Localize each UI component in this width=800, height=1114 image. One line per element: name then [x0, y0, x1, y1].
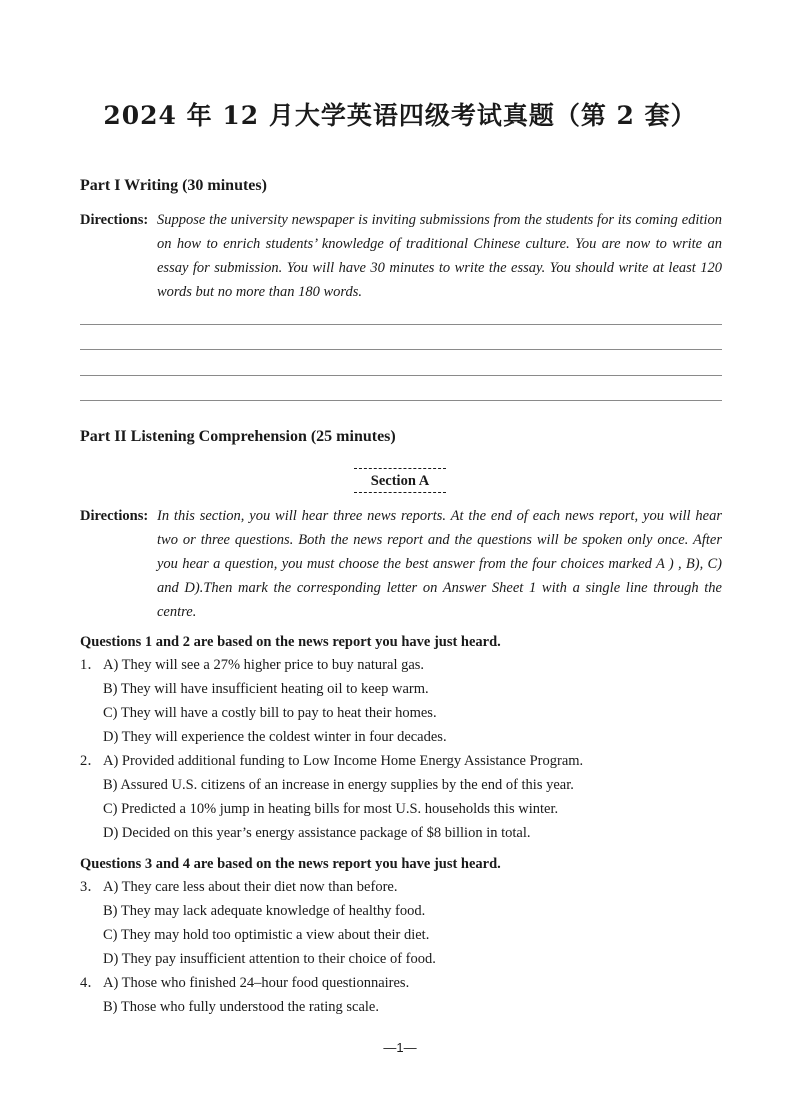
question-4: [80, 971, 740, 1019]
option-c: C) They may hold too optimistic a view about their diet.: [103, 927, 430, 943]
question-number: 2．: [80, 753, 102, 769]
option-d: D) They pay insufficient attention to their choice of food.: [103, 951, 436, 967]
page-number: —1—: [383, 1040, 417, 1055]
option-b: B) They will have insufficient heating oil to keep warm.: [103, 681, 429, 697]
option-a: A) Provided additional funding to Low Income Home Energy Assistance Program.: [103, 753, 584, 769]
option-b: B) Assured U.S. citizens of an increase in energy supplies by the end of this year.: [103, 777, 574, 793]
option-a: A) They care less about their diet now than before.: [103, 879, 398, 895]
question-2: [80, 749, 740, 845]
question-number: 4．: [80, 975, 102, 991]
part2-directions: [80, 504, 722, 624]
page-title: 2024 年 12 月大学英语四级考试真题（第 2 套）: [103, 101, 697, 130]
question-group-heading: Questions 1 and 2 are based on the news report you have just heard.: [80, 634, 501, 650]
option-d: D) Decided on this year’s energy assistance package of $8 billion in total.: [103, 825, 531, 841]
directions-text: In this section, you will hear three news reports. At the end of each news report, you will hear two or three questions. Both the news report and the questions will be spoken only once. After you hear a question, you must choose the best answer from the four choices marked A ) , B), C) and D).Then mark the corresponding letter on Answer Sheet 1 with a single line through the centre.: [157, 508, 722, 620]
question-number: 3．: [80, 879, 102, 895]
section-a-label: Section A: [354, 468, 446, 493]
option-c: C) Predicted a 10% jump in heating bills for most U.S. households this winter.: [103, 801, 559, 817]
question-number: 1．: [80, 657, 102, 673]
directions-text: Suppose the university newspaper is inviting submissions from the students for its coming edition on how to enrich students’ knowledge of traditional Chinese culture. You are now to write an essay for submission. You will have 30 minutes to write the essay. You should write at least 120 words but no more than 180 words.: [157, 212, 722, 300]
writing-line: [80, 325, 722, 351]
option-c: C) They will have a costly bill to pay to heat their homes.: [103, 705, 437, 721]
part1-directions: [80, 208, 722, 304]
question-3: [80, 875, 740, 971]
option-a: A) Those who finished 24–hour food questionnaires.: [103, 975, 410, 991]
option-b: B) Those who fully understood the rating scale.: [103, 999, 379, 1015]
writing-lines: [80, 299, 722, 401]
option-b: B) They may lack adequate knowledge of healthy food.: [103, 903, 426, 919]
directions-label: Directions:: [80, 508, 149, 524]
directions-label: Directions:: [80, 212, 149, 228]
part1-heading: Part I Writing (30 minutes): [80, 177, 267, 194]
option-a: A) They will see a 27% higher price to buy natural gas.: [103, 657, 425, 673]
option-d: D) They will experience the coldest winter in four decades.: [103, 729, 447, 745]
writing-line: [80, 299, 722, 325]
part2-heading: Part II Listening Comprehension (25 minutes): [80, 428, 396, 445]
question-1: [80, 653, 740, 749]
question-group-heading: Questions 3 and 4 are based on the news report you have just heard.: [80, 856, 501, 872]
writing-line: [80, 376, 722, 402]
writing-line: [80, 350, 722, 376]
